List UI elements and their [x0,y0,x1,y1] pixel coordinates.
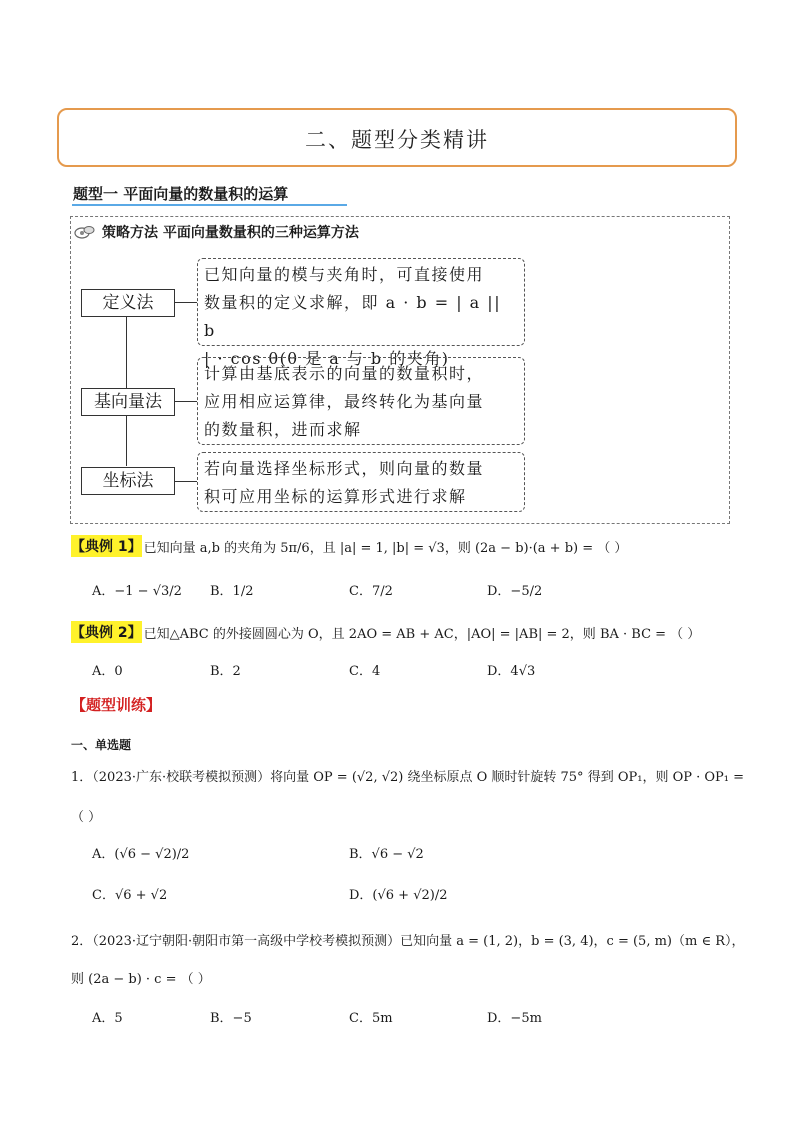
desc-line: 积可应用坐标的运算形式进行求解 [204,487,467,506]
q2-line1: 2．（2023·辽宁朝阳·朝阳市第一高级中学校考模拟预测）已知向量 a = (1, 2)，b = (3, 4)，c = (5, m)（m ∈ R）， [71,934,745,949]
strategy-heading-text: 策略方法 平面向量数量积的三种运算方法 [102,225,359,241]
example2 [71,621,700,643]
example1-option-d: D．−5/2 [487,584,543,599]
type-title: 题型一 平面向量的数量积的运算 [73,185,289,203]
desc-line: 若向量选择坐标形式，则向量的数量 [204,459,485,478]
desc-line: 计算由基底表示的向量的数量积时， [204,364,485,383]
example1-option-a: A．−1 − √3/2 [92,584,182,599]
q1-line1: 1．（2023·广东·校联考模拟预测）将向量 OP = (√2, √2) 绕坐标原点 O 顺时针旋转 75° 得到 OP₁，则 OP · OP₁ = [71,770,745,785]
connector-line [173,401,197,402]
example2-option-b: B．2 [210,664,241,679]
q2-line2: 则 (2a − b) · c = （ ） [71,972,211,987]
connector-line [126,314,127,388]
desc-line: 已知向量的模与夹角时，可直接使用 [204,265,485,284]
desc-line: 的数量积，进而求解 [204,420,362,439]
q2-option-d: D．−5m [487,1011,542,1026]
example1 [71,535,627,557]
example1-text: 已知向量 a,b 的夹角为 5π/6，且 |a| = 1, |b| = √3，则 (2a − b)·(a + b) = （ ） [143,540,628,556]
example2-tag: 【典例 2】 [71,621,142,643]
training-heading: 【题型训练】 [71,696,162,714]
q1-line2: （ ） [71,810,102,825]
connector-line [173,481,197,482]
q2-option-b: B．−5 [210,1011,252,1026]
gear-icon [74,224,96,240]
method-desc-coordinate [197,452,525,512]
method-label-coordinate: 坐标法 [81,467,175,495]
example2-option-d: D．4√3 [487,664,536,679]
q1-option-d: D．(√6 + √2)/2 [349,888,448,903]
connector-line [126,414,127,466]
desc-line: | · cos θ(θ 是 a 与 b 的夹角) [204,349,450,368]
example2-option-a: A．0 [92,664,123,679]
connector-line [173,302,197,303]
strategy-heading [74,222,359,242]
q1-option-b: B．√6 − √2 [349,847,424,862]
example1-option-b: B．1/2 [210,584,254,599]
section-title-box [57,108,737,167]
type-title-underline [72,204,347,206]
example2-text: 已知△ABC 的外接圆圆心为 O，且 2AO = AB + AC，|AO| = |AB| = 2，则 BA · BC = （ ） [143,626,701,642]
section-title: 二、题型分类精讲 [305,128,489,152]
q2-option-a: A．5 [92,1011,123,1026]
desc-line: 应用相应运算律，最终转化为基向量 [204,392,485,411]
example2-option-c: C．4 [349,664,381,679]
method-desc-definition [197,258,525,368]
single-choice-heading: 一、单选题 [71,738,132,752]
example1-tag: 【典例 1】 [71,535,142,557]
q1-option-c: C．√6 + √2 [92,888,168,903]
q1-option-a: A．(√6 − √2)/2 [92,847,190,862]
q2-option-c: C．5m [349,1011,393,1026]
method-desc-basis [197,357,525,445]
method-label-definition: 定义法 [81,289,175,317]
example1-option-c: C．7/2 [349,584,393,599]
desc-line: 数量积的定义求解，即 a · b = | a || b [204,293,502,340]
method-label-basis: 基向量法 [81,388,175,416]
